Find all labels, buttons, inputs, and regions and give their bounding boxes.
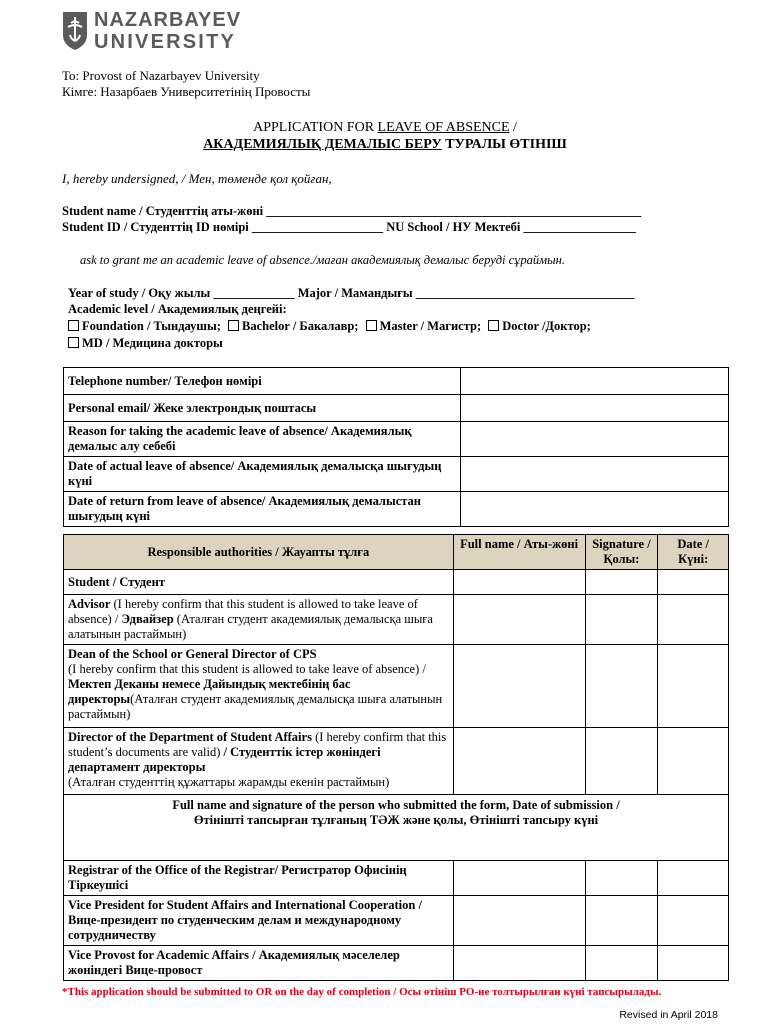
academic-level-label: Academic level / Академиялық деңгейі: (68, 302, 287, 316)
reason-label: Reason for taking the academic leave of absence/ Академиялық демалыс алу себебі (64, 422, 461, 457)
col-date-header: Date / Күні: (658, 535, 729, 570)
registrar-name-cell[interactable] (453, 861, 585, 896)
option-md[interactable]: MD / Медицина докторы (68, 335, 223, 351)
table-row (64, 795, 729, 861)
table-row (64, 492, 729, 527)
request-statement: ask to grant me an academic leave of absence./маған академиялық демалыс беруді сұраймын. (80, 253, 565, 267)
table-row (64, 422, 729, 457)
intro-statement: I, hereby undersigned, / Мен, төменде қол қойған, (62, 171, 332, 186)
title-line-2: АКАДЕМИЯЛЫҚ ДЕМАЛЫС БЕРУ ТУРАЛЫ ӨТІНІШ (203, 137, 567, 152)
telephone-label: Telephone number/ Телефон нөмірі (64, 368, 461, 395)
submission-footnote: *This application should be submitted to OR on the day of completion / Осы өтініш РО-не толтырылған күні тапсырылады. (62, 986, 662, 998)
advisor-date-cell[interactable] (658, 595, 729, 645)
revision-note: Revised in April 2018 (619, 1009, 718, 1021)
logo-line-2: UNIVERSITY (94, 31, 237, 53)
leave-date-input[interactable] (460, 457, 728, 492)
vp-date-cell[interactable] (658, 896, 729, 946)
table-row (64, 645, 729, 728)
contact-info-table (63, 367, 729, 527)
return-date-input[interactable] (460, 492, 728, 527)
title-line-1: APPLICATION FOR LEAVE OF ABSENCE / (253, 120, 517, 135)
col-authority-header: Responsible authorities / Жауапты тұлға (64, 535, 454, 570)
table-header-row (64, 535, 729, 570)
student-signature-cell[interactable] (585, 570, 658, 595)
table-row (64, 595, 729, 645)
table-row (64, 946, 729, 981)
director-name-cell[interactable] (453, 728, 585, 795)
student-name-field[interactable]: Student name / Студенттің аты-жөні ____________________________________________________________ (62, 204, 642, 218)
student-row-label: Student / Студент (64, 570, 454, 595)
year-major-field[interactable]: Year of study / Оқу жылы _____________ Major / Мамандығы ___________________________________ (68, 286, 635, 300)
option-bachelor[interactable]: Bachelor / Бакалавр; (228, 319, 358, 333)
vp-name-cell[interactable] (453, 896, 585, 946)
director-signature-cell[interactable] (585, 728, 658, 795)
dean-row-label: Dean of the School or General Director of CPS (I hereby confirm that this student is allowed to take leave of absence) / Мектеп Деканы немесе Дайындық мектебінің бас директоры(Аталған студент академиялық демалысқа шыға алатынын растаймын) (64, 645, 454, 728)
checkbox-icon[interactable] (68, 320, 79, 331)
registrar-row-label: Registrar of the Office of the Registrar/ Регистратор Офисінің Тіркеушісі (64, 861, 454, 896)
director-date-cell[interactable] (658, 728, 729, 795)
reason-input[interactable] (460, 422, 728, 457)
vice-provost-name-cell[interactable] (453, 946, 585, 981)
university-logo (62, 9, 242, 53)
student-name-cell[interactable] (453, 570, 585, 595)
return-date-label: Date of return from leave of absence/ Академиялық демалыстан шығудың күні (64, 492, 461, 527)
advisor-name-cell[interactable] (453, 595, 585, 645)
table-row (64, 368, 729, 395)
table-row (64, 861, 729, 896)
dean-date-cell[interactable] (658, 645, 729, 728)
vice-provost-signature-cell[interactable] (585, 946, 658, 981)
student-id-field[interactable]: Student ID / Студенттің ID нөмірі _____________________ NU School / НУ Мектебі __________________ (62, 220, 637, 234)
addressee-kz: Кімге: Назарбаев Университетінің Провосты (62, 84, 311, 99)
vice-provost-date-cell[interactable] (658, 946, 729, 981)
table-row (64, 896, 729, 946)
col-signature-header: Signature / Қолы: (585, 535, 658, 570)
email-label: Personal email/ Жеке электрондық поштасы (64, 395, 461, 422)
academic-level-options (68, 318, 591, 334)
checkbox-icon[interactable] (366, 320, 377, 331)
table-row (64, 570, 729, 595)
page-title (0, 119, 770, 153)
registrar-signature-cell[interactable] (585, 861, 658, 896)
telephone-input[interactable] (460, 368, 728, 395)
crest-icon (62, 11, 88, 51)
student-date-cell[interactable] (658, 570, 729, 595)
dean-name-cell[interactable] (453, 645, 585, 728)
checkbox-icon[interactable] (68, 337, 79, 348)
vice-provost-row-label: Vice Provost for Academic Affairs / Академиялық мәселелер жөніндегі Вице-провост (64, 946, 454, 981)
checkbox-icon[interactable] (488, 320, 499, 331)
submitter-cell[interactable]: Full name and signature of the person who submitted the form, Date of submission / Өтінішті тапсырған тұлғаның ТӘЖ және қолы, Өтінішті тапсыру күні (64, 795, 729, 861)
option-foundation[interactable]: Foundation / Тындаушы; (68, 319, 221, 333)
table-row (64, 457, 729, 492)
advisor-signature-cell[interactable] (585, 595, 658, 645)
email-input[interactable] (460, 395, 728, 422)
director-row-label: Director of the Department of Student Affairs (I hereby confirm that this student’s documents are valid) / Студенттік істер жөніндегі департамент директоры (Аталған студенттің құжаттары жарамды екенін растаймын) (64, 728, 454, 795)
option-doctor[interactable]: Doctor /Доктор; (488, 319, 591, 333)
table-row (64, 728, 729, 795)
addressee-en: To: Provost of Nazarbayev University (62, 68, 260, 83)
logo-line-1: NAZARBAYEV (94, 9, 242, 31)
leave-date-label: Date of actual leave of absence/ Академиялық демалысқа шығудың күні (64, 457, 461, 492)
col-name-header: Full name / Аты-жөні (453, 535, 585, 570)
table-row (64, 395, 729, 422)
dean-signature-cell[interactable] (585, 645, 658, 728)
authorities-table (63, 534, 729, 981)
checkbox-icon[interactable] (228, 320, 239, 331)
registrar-date-cell[interactable] (658, 861, 729, 896)
advisor-row-label: Advisor (I hereby confirm that this student is allowed to take leave of absence) / Эдвайзер (Аталған студент академиялық демалысқа шыға алатынын растаймын) (64, 595, 454, 645)
vp-row-label: Vice President for Student Affairs and International Cooperation / Вице-президент по студенческим делам и международному сотрудничеству (64, 896, 454, 946)
vp-signature-cell[interactable] (585, 896, 658, 946)
option-master[interactable]: Master / Магистр; (366, 319, 482, 333)
